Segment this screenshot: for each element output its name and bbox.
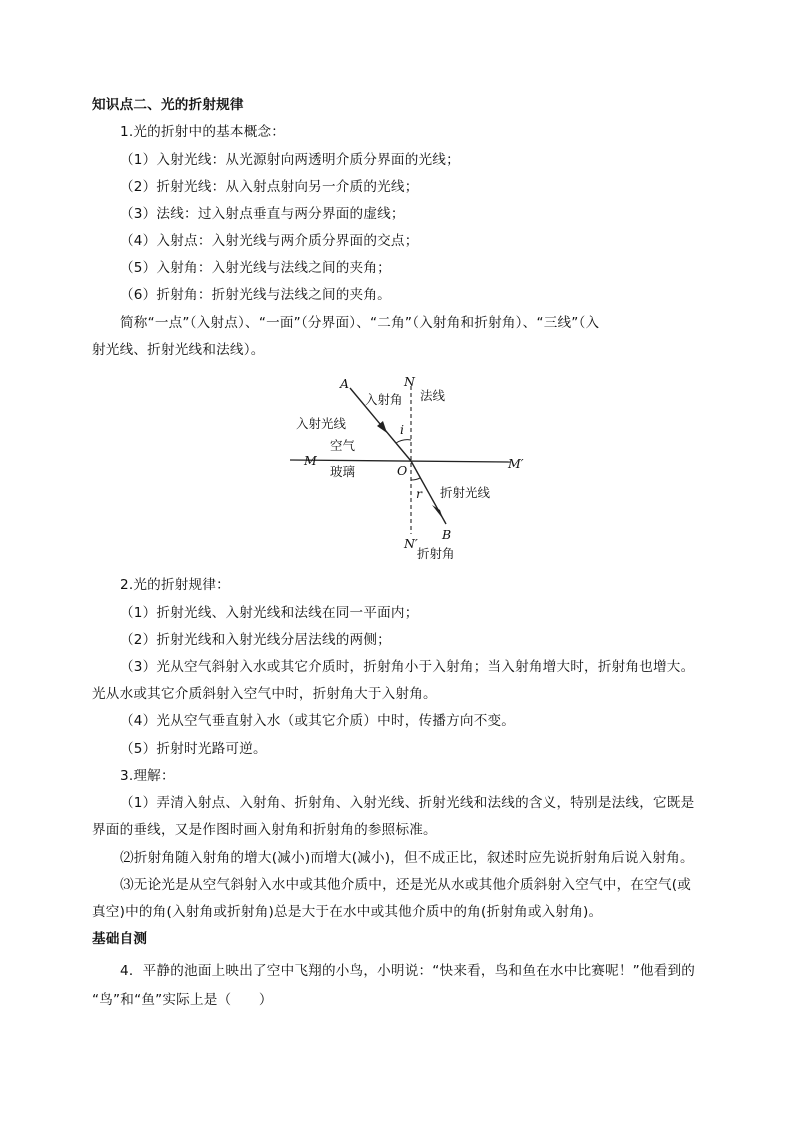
label-B: B — [442, 527, 452, 542]
part1-item-6: （6）折射角：折射光线与法线之间的夹角。 — [120, 287, 391, 303]
question-4-line1: 4．平静的池面上映出了空中飞翔的小鸟，小明说：“快来看，鸟和鱼在水中比赛呢！”他看到的 — [120, 963, 696, 979]
refraction-diagram — [290, 372, 530, 568]
part1-summary-line1: 简称“一点”（入射点）、“一面”（分界面）、“二角”（入射角和折射角）、“三线”（入 — [120, 315, 600, 331]
part2-item-3-line1: （3）光从空气斜射入水或其它介质时，折射角小于入射角；当入射角增大时，折射角也增大。 — [120, 659, 695, 675]
label-M: M — [304, 453, 317, 468]
label-r: r — [416, 486, 422, 501]
section-title: 知识点二、光的折射规律 — [92, 97, 244, 113]
label-refracted-ray: 折射光线 — [440, 485, 491, 500]
part2-item-2: （2）折射光线和入射光线分居法线的两侧； — [120, 632, 391, 648]
label-A: A — [340, 376, 350, 391]
part1-heading: 1.光的折射中的基本概念： — [120, 124, 286, 140]
incidence-angle-arc — [396, 440, 411, 443]
part2-item-4: （4）光从空气垂直射入水（或其它介质）中时，传播方向不变。 — [120, 713, 516, 729]
part1-item-2: （2）折射光线：从入射点射向另一介质的光线； — [120, 179, 419, 195]
part1-item-1: （1）入射光线：从光源射向两透明介质分界面的光线； — [120, 152, 460, 168]
label-refraction-angle: 折射角 — [417, 546, 455, 561]
basic-test-heading: 基础自测 — [92, 931, 148, 947]
interface-line — [290, 460, 510, 462]
label-incidence-angle: 入射角 — [365, 392, 403, 407]
part2-heading: 2.光的折射规律： — [120, 577, 230, 593]
part3-item-2: ⑵折射角随入射角的增大(减小)而增大(减小)，但不成正比，叙述时应先说折射角后说入射角。 — [120, 850, 694, 866]
label-O: O — [397, 463, 408, 478]
question-4-line2: “鸟”和“鱼”实际上是（ ） — [92, 992, 273, 1008]
part1-summary-line2: 射光线、折射光线和法线）。 — [92, 342, 265, 358]
part1-item-5: （5）入射角：入射光线与法线之间的夹角； — [120, 260, 391, 276]
label-glass: 玻璃 — [330, 464, 356, 479]
part2-item-3-line2: 光从水或其它介质斜射入空气中时，折射角大于入射角。 — [92, 686, 437, 702]
part3-item-3-line1: ⑶无论光是从空气斜射入水中或其他介质中，还是光从水或其他介质斜射入空气中，在空气(或 — [120, 877, 692, 893]
part3-item-3-line2: 真空)中的角(入射角或折射角)总是大于在水中或其他介质中的角(折射角或入射角)。 — [92, 904, 603, 920]
part3-item-1-line2: 界面的垂线，又是作图时画入射角和折射角的参照标准。 — [92, 822, 437, 838]
label-incident-ray: 入射光线 — [296, 416, 347, 431]
label-M-prime: M′ — [508, 456, 524, 471]
label-N-prime: N′ — [404, 536, 418, 551]
part2-item-5: （5）折射时光路可逆。 — [120, 741, 267, 757]
label-N: N — [404, 374, 415, 389]
part2-item-1: （1）折射光线、入射光线和法线在同一平面内； — [120, 605, 419, 621]
refraction-angle-arc — [411, 478, 420, 480]
label-normal: 法线 — [420, 388, 446, 403]
label-i: i — [400, 422, 404, 437]
part3-heading: 3.理解： — [120, 768, 175, 784]
part1-item-3: （3）法线：过入射点垂直与两分界面的虚线； — [120, 206, 405, 222]
label-air: 空气 — [330, 438, 356, 453]
part1-item-4: （4）入射点：入射光线与两介质分界面的交点； — [120, 233, 419, 249]
part3-item-1-line1: （1）弄清入射点、入射角、折射角、入射光线、折射光线和法线的含义，特别是法线，它既是 — [120, 795, 695, 811]
